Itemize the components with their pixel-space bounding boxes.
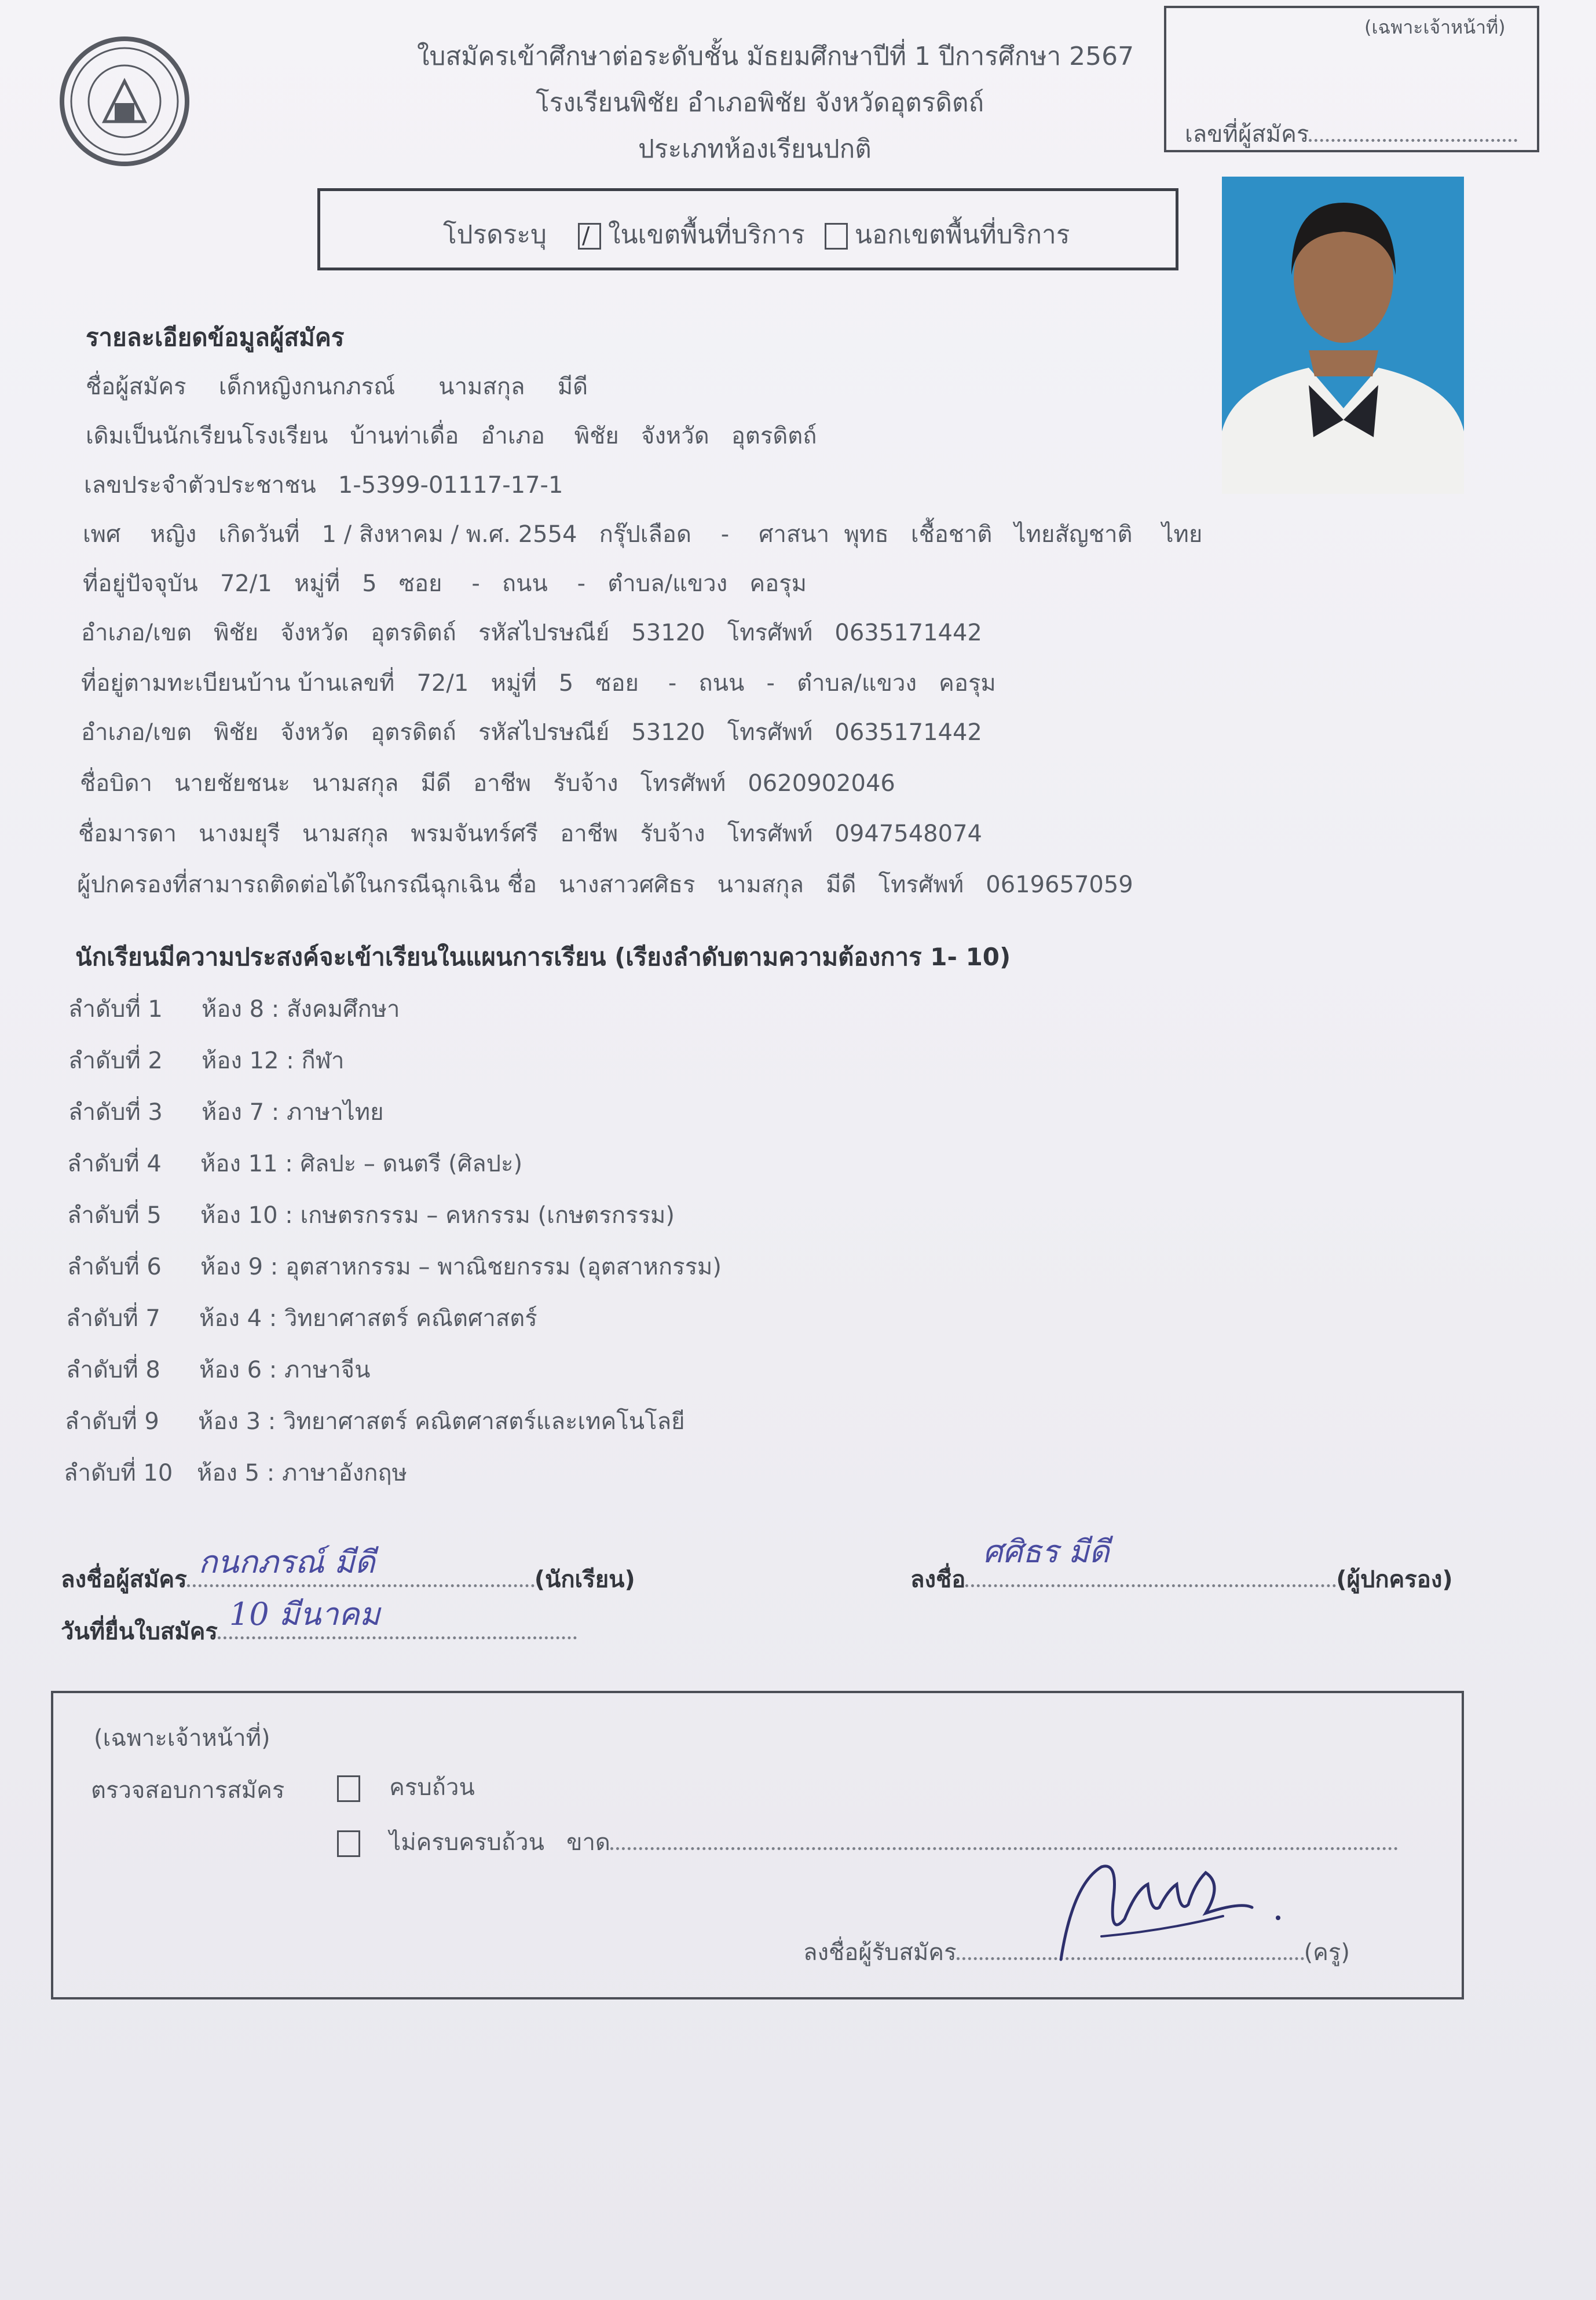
guardian-handwritten-signature: ศศิธร มีดี bbox=[983, 1533, 1110, 1570]
service-area-box bbox=[317, 188, 1178, 270]
preference-room: ห้อง 9 : อุตสาหกรรม – พาณิชยกรรม (อุตสาหกรรม) bbox=[200, 1254, 722, 1280]
preference-rank: ลำดับที่ 2 bbox=[68, 1048, 163, 1074]
preference-rank: ลำดับที่ 6 bbox=[67, 1254, 162, 1280]
row-registered-district: อำเภอ/เขต พิชัย จังหวัด อุตรดิตถ์ รหัสไปรษณีย์ 53120 โทรศัพท์ 0635171442 bbox=[81, 719, 982, 746]
incomplete-checkbox[interactable] bbox=[337, 1830, 360, 1857]
preference-room: ห้อง 7 : ภาษาไทย bbox=[202, 1099, 384, 1126]
school-name: โรงเรียนพิชัย อำเภอพิชัย จังหวัดอุตรดิตถ์ bbox=[536, 88, 984, 118]
preference-room: ห้อง 10 : เกษตรกรรม – คหกรรม (เกษตรกรรม) bbox=[200, 1202, 675, 1229]
applicant-number-label: เลขที่ผู้สมัคร bbox=[1185, 115, 1517, 152]
out-area-checkbox[interactable] bbox=[825, 223, 848, 250]
preference-item bbox=[68, 990, 400, 1027]
office-use-box bbox=[1164, 6, 1539, 152]
applicant-handwritten-signature: กนกภรณ์ มีดี bbox=[198, 1544, 375, 1580]
row-guardian: ผู้ปกครองที่สามารถติดต่อได้ในกรณีฉุกเฉิน ชื่อ นางสาวศศิธร นามสกุล มีดี โทรศัพท์ 0619657059 bbox=[77, 871, 1133, 898]
preference-rank: ลำดับที่ 8 bbox=[66, 1357, 160, 1383]
application-date-label: วันที่ยื่นใบสมัคร bbox=[61, 1618, 218, 1645]
incomplete-label: ไม่ครบครบถ้วน bbox=[389, 1829, 544, 1856]
preference-rank: ลำดับที่ 4 bbox=[67, 1151, 162, 1177]
preference-rank: ลำดับที่ 9 bbox=[65, 1408, 159, 1435]
row-current-district: อำเภอ/เขต พิชัย จังหวัด อุตรดิตถ์ รหัสไปรษณีย์ 53120 โทรศัพท์ 0635171442 bbox=[81, 620, 982, 646]
application-date-line bbox=[61, 1596, 577, 1650]
preference-room: ห้อง 11 : ศิลปะ – ดนตรี (ศิลปะ) bbox=[200, 1151, 523, 1177]
applicant-photo bbox=[1222, 177, 1464, 494]
guardian-signature-label: ลงชื่อ bbox=[910, 1566, 966, 1593]
preference-item bbox=[68, 1042, 344, 1079]
service-area-prompt: โปรดระบุ bbox=[443, 220, 547, 250]
receiver-role: (ครู) bbox=[1304, 1939, 1350, 1966]
preference-room: ห้อง 5 : ภาษาอังกฤษ bbox=[197, 1460, 408, 1486]
missing-field[interactable] bbox=[610, 1824, 1398, 1850]
preference-room: ห้อง 4 : วิทยาศาสตร์ คณิตศาสตร์ bbox=[199, 1305, 537, 1332]
class-type: ประเภทห้องเรียนปกติ bbox=[638, 134, 872, 164]
in-area-label: ในเขตพื้นที่บริการ bbox=[607, 220, 805, 250]
row-personal: เพศ หญิง เกิดวันที่ 1 / สิงหาคม / พ.ศ. 2554 กรุ๊ปเลือด - ศาสนา พุทธ เชื้อชาติ ไทยสัญชาติ ไทย bbox=[83, 521, 1203, 548]
preferences-heading: นักเรียนมีความประสงค์จะเข้าเรียนในแผนการเรียน (เรียงลำดับตามความต้องการ 1- 10) bbox=[75, 943, 1011, 971]
out-area-label: นอกเขตพื้นที่บริการ bbox=[854, 220, 1070, 250]
school-seal-icon bbox=[58, 35, 191, 168]
staff-section-box bbox=[51, 1691, 1464, 1999]
details-heading: รายละเอียดข้อมูลผู้สมัคร bbox=[86, 323, 345, 351]
row-previous-school: เดิมเป็นนักเรียนโรงเรียน บ้านท่าเดื่อ อำเภอ พิชัย จังหวัด อุตรดิตถ์ bbox=[86, 423, 817, 449]
missing-label: ขาด bbox=[566, 1829, 610, 1856]
application-date-handwritten: 10 มีนาคม bbox=[229, 1596, 380, 1632]
applicant-role: (นักเรียน) bbox=[534, 1566, 635, 1593]
guardian-role: (ผู้ปกครอง) bbox=[1336, 1566, 1453, 1593]
service-area-row bbox=[443, 214, 1070, 255]
preference-rank: ลำดับที่ 1 bbox=[68, 996, 163, 1023]
preference-room: ห้อง 3 : วิทยาศาสตร์ คณิตศาสตร์และเทคโนโลยี bbox=[198, 1408, 685, 1435]
receiver-handwritten-signature bbox=[1049, 1849, 1293, 1977]
staff-heading: (เฉพาะเจ้าหน้าที่) bbox=[94, 1725, 270, 1752]
row-current-address: ที่อยู่ปัจจุบัน 72/1 หมู่ที่ 5 ซอย - ถนน - ตำบล/แขวง คอรุม bbox=[83, 570, 807, 597]
preference-item bbox=[66, 1351, 370, 1388]
preference-item bbox=[68, 1093, 384, 1130]
preference-room: ห้อง 6 : ภาษาจีน bbox=[199, 1357, 371, 1383]
preference-item bbox=[65, 1402, 685, 1440]
office-use-label: (เฉพาะเจ้าหน้าที่) bbox=[1364, 16, 1506, 38]
in-area-checkbox[interactable]: ∕ bbox=[578, 223, 601, 250]
row-mother: ชื่อมารดา นางมยุรี นามสกุล พรมจันทร์ศรี อาชีพ รับจ้าง โทรศัพท์ 0947548074 bbox=[78, 821, 982, 847]
guardian-signature-line bbox=[910, 1533, 1453, 1598]
preference-room: ห้อง 8 : สังคมศึกษา bbox=[202, 996, 400, 1023]
preference-item bbox=[67, 1196, 675, 1233]
complete-label: ครบถ้วน bbox=[389, 1774, 475, 1801]
preference-rank: ลำดับที่ 5 bbox=[67, 1202, 162, 1229]
applicant-signature-label: ลงชื่อผู้สมัคร bbox=[61, 1566, 187, 1593]
form-title: ใบสมัครเข้าศึกษาต่อระดับชั้น มัธยมศึกษาปีที่ 1 ปีการศึกษา 2567 bbox=[417, 42, 1134, 71]
preference-room: ห้อง 12 : กีฬา bbox=[202, 1048, 345, 1074]
preference-item bbox=[67, 1145, 522, 1182]
row-registered-address: ที่อยู่ตามทะเบียนบ้าน บ้านเลขที่ 72/1 หมู่ที่ 5 ซอย - ถนน - ตำบล/แขวง คอรุม bbox=[81, 670, 996, 697]
complete-checkbox[interactable] bbox=[337, 1775, 360, 1802]
preference-rank: ลำดับที่ 10 bbox=[64, 1460, 173, 1486]
preference-rank: ลำดับที่ 3 bbox=[68, 1099, 163, 1126]
application-check-label: ตรวจสอบการสมัคร bbox=[91, 1777, 285, 1804]
preference-item bbox=[67, 1248, 722, 1285]
receiver-signature-label: ลงชื่อผู้รับสมัคร bbox=[803, 1939, 957, 1966]
complete-row bbox=[330, 1768, 475, 1805]
preference-rank: ลำดับที่ 7 bbox=[66, 1305, 160, 1332]
preference-item bbox=[66, 1299, 537, 1336]
row-father: ชื่อบิดา นายชัยชนะ นามสกุล มีดี อาชีพ รับจ้าง โทรศัพท์ 0620902046 bbox=[80, 770, 895, 797]
row-citizen-id: เลขประจำตัวประชาชน 1-5399-01117-17-1 bbox=[84, 472, 563, 499]
row-name: ชื่อผู้สมัคร เด็กหญิงกนกภรณ์ นามสกุล มีดี bbox=[86, 373, 588, 400]
preference-item bbox=[64, 1454, 407, 1491]
